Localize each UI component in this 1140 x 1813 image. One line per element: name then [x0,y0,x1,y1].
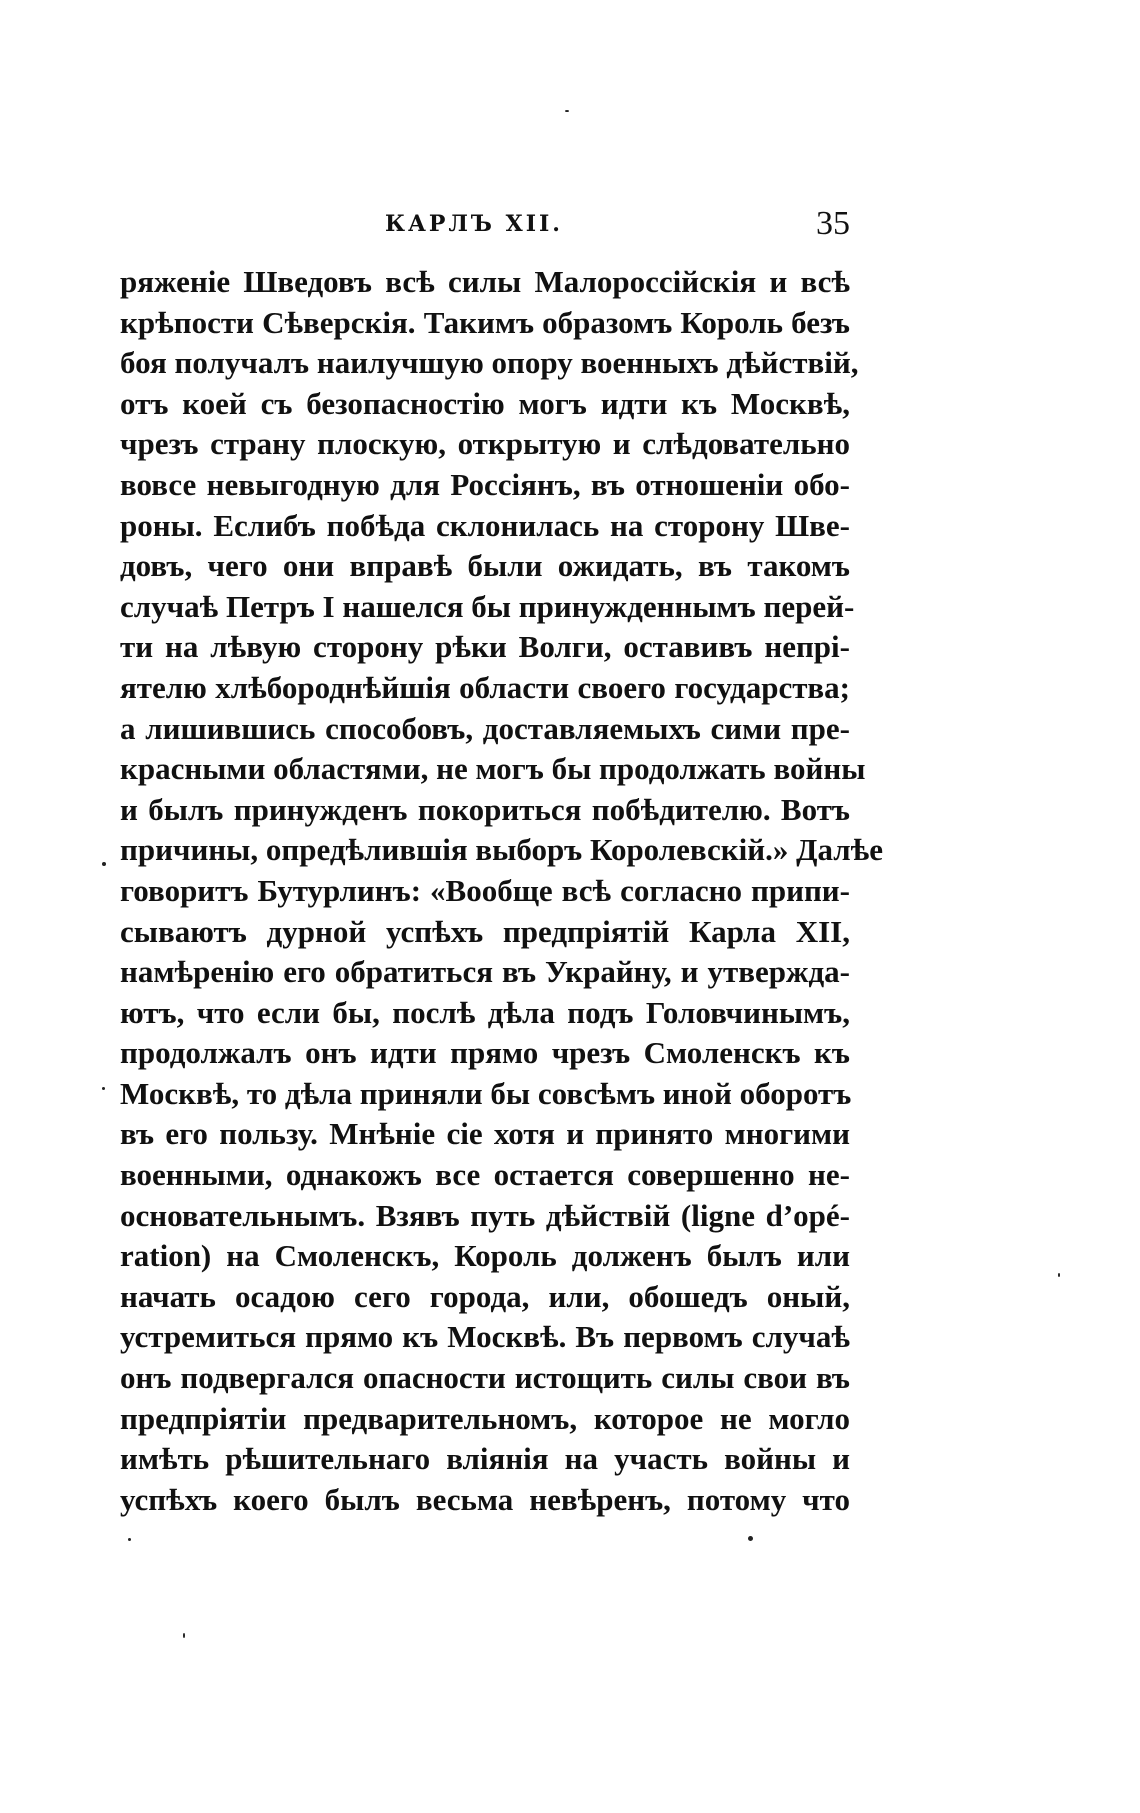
text-line: ти на лѣвую сторону рѣки Волги, оставивъ непрі- [120,629,850,665]
scan-speck [128,1538,131,1541]
text-line: случаѣ Петръ I нашелся бы принужденнымъ перей- [120,588,855,624]
scan-speck [1058,1273,1060,1277]
text-line: продолжалъ онъ идти прямо чрезъ Смоленскъ къ [120,1035,850,1071]
scan-speck [565,110,569,112]
text-line: основательнымъ. Взявъ путь дѣйствій (ligne d’opé- [120,1197,850,1233]
text-line: онъ подвергался опасности истощить силы свои въ [120,1360,850,1396]
text-line: сываютъ дурной успѣхъ предпріятій Карла XII, [120,913,850,949]
page-number: 35 [816,205,850,242]
text-line: боя получалъ наилучшую опору военныхъ дѣйствій, [120,345,859,381]
running-title: КАРЛЪ XII. [385,211,563,237]
text-line: вовсе невыгодную для Россіянъ, въ отношеніи обо- [120,466,850,502]
body-text [120,262,883,1520]
scan-speck [183,1633,185,1638]
text-line: говоритъ Бутурлинъ: «Вообще всѣ согласно припи- [120,872,850,908]
text-line: а лишившись способовъ, доставляемыхъ сими пре- [120,710,850,746]
text-line: роны. Еслибъ побѣда склонилась на сторону Шве- [120,507,850,543]
text-line: ютъ, что если бы, послѣ дѣла подъ Головчинымъ, [120,994,850,1030]
text-line: отъ коей съ безопасностію могъ идти къ Москвѣ, [120,385,850,421]
running-head [120,205,850,255]
scan-speck [748,1536,753,1541]
text-line: намѣренію его обратиться въ Украйну, и утвержда- [120,954,850,990]
text-line: красными областями, не могъ бы продолжать войны [120,751,866,787]
scan-speck [102,1087,105,1090]
text-line: начать осадою сего города, или, обошедъ оный, [120,1278,850,1314]
text-line: успѣхъ коего былъ весьма невѣренъ, потому что [120,1481,850,1517]
text-line: устремиться прямо къ Москвѣ. Въ первомъ случаѣ [120,1319,850,1355]
text-line: крѣпости Сѣверскія. Такимъ образомъ Король безъ [120,304,850,340]
text-line: ятелю хлѣбороднѣйшія области своего государства; [120,669,850,705]
text-line: ряженіе Шведовъ всѣ силы Малороссійскія и всѣ [120,264,850,299]
text-line: и былъ принужденъ покориться побѣдителю. Вотъ [120,791,850,827]
text-line: чрезъ страну плоскую, открытую и слѣдовательно [120,426,850,462]
text-line: предпріятіи предварительномъ, которое не могло [120,1400,850,1436]
text-line: Москвѣ, то дѣла приняли бы совсѣмъ иной оборотъ [120,1075,852,1111]
text-line: военными, однакожъ все остается совершенно не- [120,1157,850,1193]
text-line: въ его пользу. Мнѣніе сіе хотя и принято многими [120,1116,850,1152]
text-line: ration) на Смоленскъ, Король долженъ былъ или [120,1238,850,1274]
scan-speck [102,862,106,866]
text-line: причины, опредѣлившія выборъ Королевскій.» Далѣе [120,832,883,868]
text-line: имѣть рѣшительнаго вліянія на участь войны и [120,1441,850,1477]
text-line: довъ, чего они вправѣ были ожидать, въ такомъ [120,548,850,584]
